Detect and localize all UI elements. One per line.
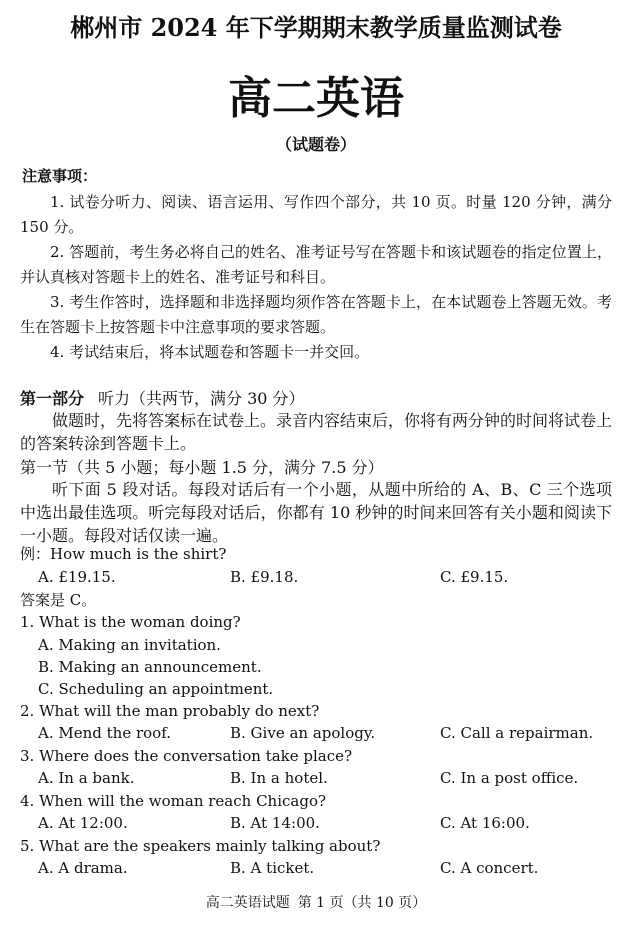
example-options [0,566,632,588]
example-answer: 答案是 C。 [20,591,97,609]
question-options [0,722,632,744]
question-4: 4. When will the woman reach Chicago? [20,792,327,810]
section-heading: 第一节（共 5 小题；每小题 1.5 分，满分 7.5 分） [20,458,384,477]
notes-list [20,190,612,365]
option-b: B. Making an announcement. [38,658,262,676]
option-b: B. At 14:00. [230,814,320,832]
note-item: 2. 答题前，考生务必将自己的姓名、准考证号写在答题卡和该试题卷的指定位置上，并认真核对答题卡上的姓名、准考证号和科目。 [20,243,612,286]
page-footer [0,892,632,912]
note-item: 3. 考生作答时，选择题和非选择题均须作答在答题卡上，在本试题卷上答题无效。考生在答题卡上按答题卡中注意事项的要求答题。 [20,293,612,336]
paper-type-label: （试题卷） [275,135,356,154]
footer-page-number: 第 1 页（共 10 页） [297,895,427,911]
question-1: 1. What is the woman doing? [20,613,241,631]
option-c: C. £9.15. [440,568,509,586]
notes-heading: 注意事项： [22,167,98,185]
question-2: 2. What will the man probably do next? [20,702,320,720]
example-question: 例：How much is the shirt? [20,545,227,563]
option-a: A. A drama. [38,859,128,877]
question-3: 3. Where does the conversation take place? [20,747,353,765]
option-b: B. Give an apology. [230,724,376,742]
subject-title: 高二英语 [228,73,404,124]
question-options [0,767,632,789]
option-c: C. At 16:00. [440,814,530,832]
option-a: A. Mend the roof. [38,724,171,742]
option-c: C. Call a repairman. [440,724,594,742]
exam-title: 郴州市 2024 年下学期期末教学质量监测试卷 [70,13,562,42]
option-b: B. In a hotel. [230,769,328,787]
option-a: A. At 12:00. [38,814,128,832]
footer-subject: 高二英语试题 [205,895,290,911]
part-label: 第一部分 [20,389,85,408]
note-item: 1. 试卷分听力、阅读、语言运用、写作四个部分，共 10 页。时量 120 分钟，满分 150 分。 [20,193,612,236]
option-c: C. Scheduling an appointment. [38,680,274,698]
question-options [0,857,632,879]
note-item: 4. 考试结束后，将本试题卷和答题卡一并交回。 [50,343,370,361]
question-options [0,812,632,834]
option-a: A. £19.15. [38,568,116,586]
part-instruction: 做题时，先将答案标在试卷上。录音内容结束后，你将有两分钟的时间将试卷上的答案转涂到答题卡上。 [20,411,613,453]
section-instruction: 听下面 5 段对话。每段对话后有一个小题，从题中所给的 A、B、C 三个选项中选出最佳选项。听完每段对话后，你都有 10 秒钟的时间来回答有关小题和阅读下一小题。每段对话仅读一遍。 [20,480,612,545]
part-heading [20,386,305,409]
question-5: 5. What are the speakers mainly talking about? [20,837,381,855]
part-title: 听力（共两节，满分 30 分） [98,389,305,408]
option-b: B. A ticket. [230,859,315,877]
option-a: A. In a bank. [38,769,135,787]
option-b: B. £9.18. [230,568,299,586]
option-c: C. In a post office. [440,769,579,787]
option-a: A. Making an invitation. [38,636,221,654]
option-c: C. A concert. [440,859,539,877]
